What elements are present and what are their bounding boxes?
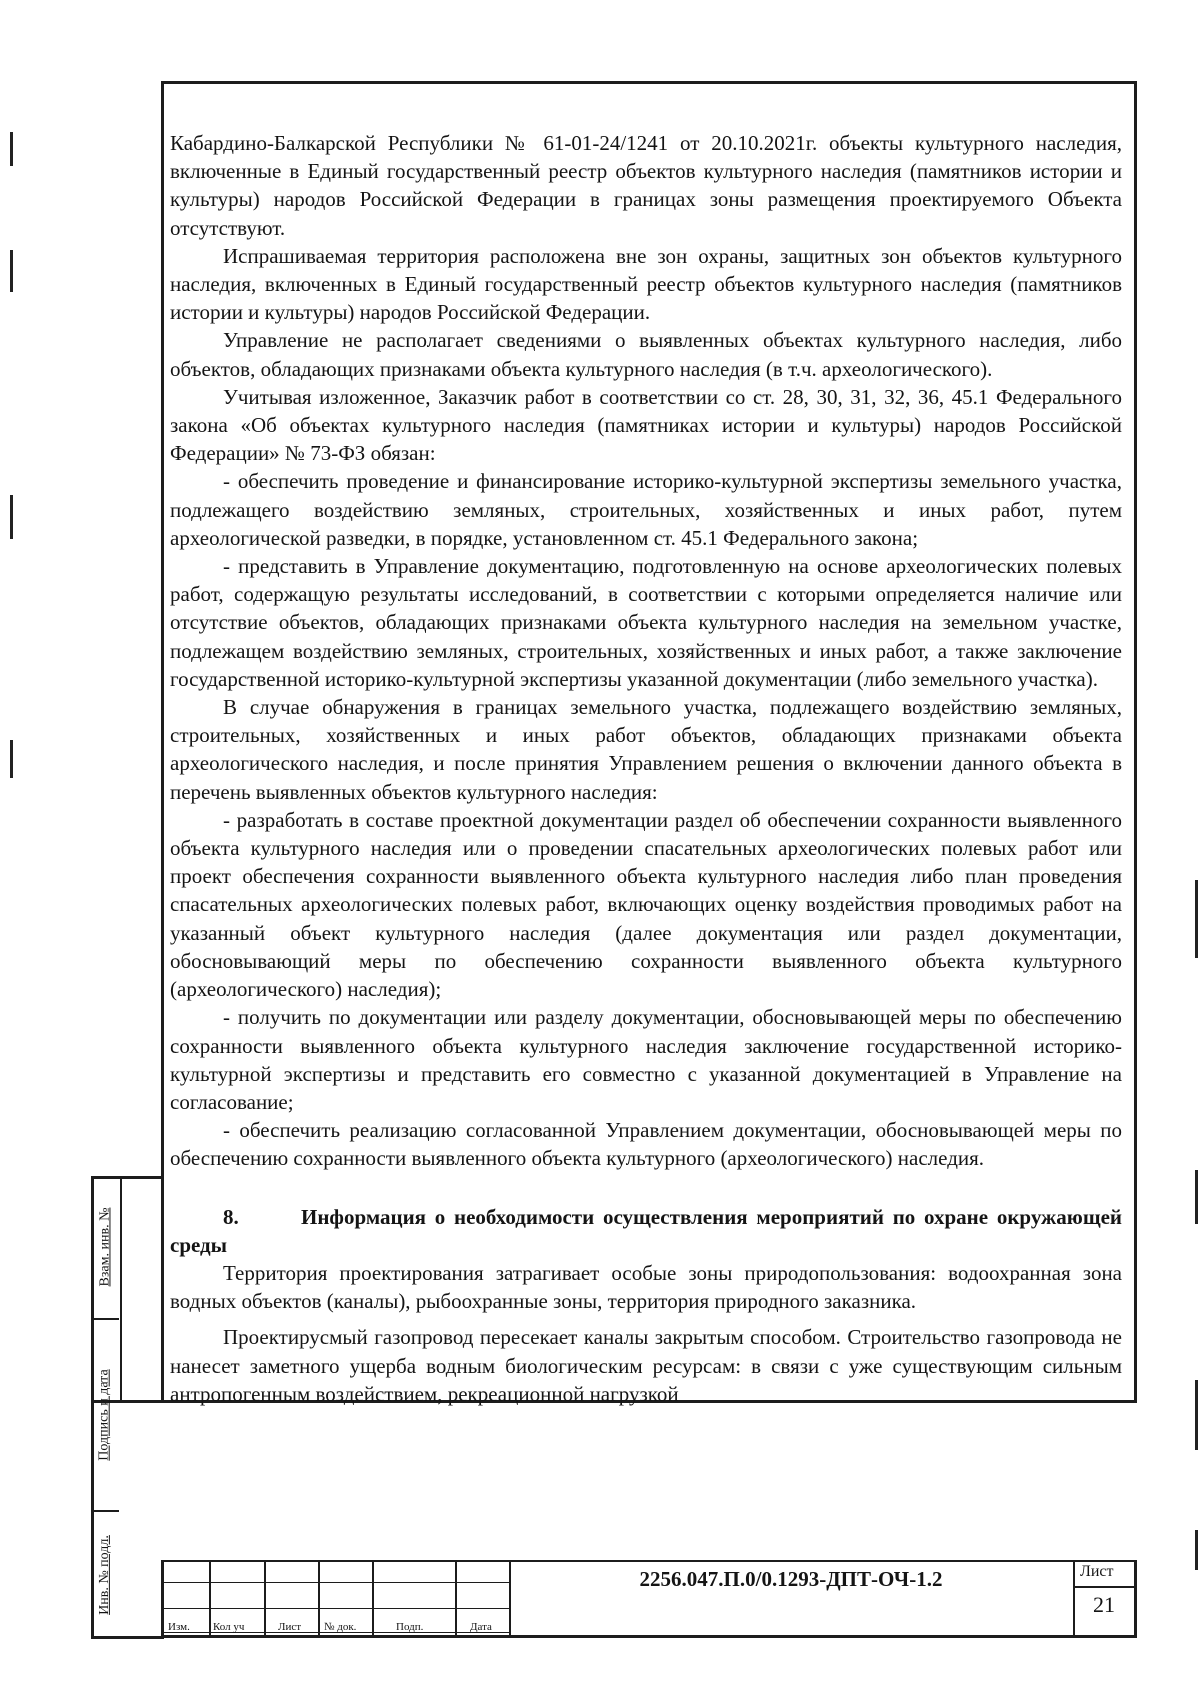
paragraph: Территория проектирования затрагивает особые зоны природопользования: водоохранная зона водных объектов (каналы), рыбоохранные зоны, территория природного заказника. [170, 1260, 1122, 1314]
scan-mark [1195, 1530, 1198, 1570]
list-item: - обеспечить проведение и финансирование историко-культурной экспертизы земельного участка, подлежащего воздействию земляных, строительных, хозяйственных и иных работ, путем археологической разведки, в порядке, установленном ст. 45.1 Федерального закона; [170, 469, 1122, 550]
scan-mark [10, 740, 13, 778]
tb-col-izm: Изм. [168, 1621, 190, 1633]
side-label-podpis: Подпись и дата [97, 1369, 113, 1461]
side-label-vzam: Взам. инв. № [97, 1207, 112, 1287]
document-body [170, 129, 1122, 1408]
scan-mark [10, 250, 13, 292]
paragraph: Проектирусмый газопровод пересекает каналы закрытым способом. Строительство газопровода не нанесет заметного ущерба водным биологическим ресурсам: в связи с уже существующим сильным антропогенным воздействием, рекреационной нагрузкой [170, 1325, 1122, 1406]
document-code: 2256.047.П.0/0.1293-ДПТ-ОЧ-1.2 [639, 1567, 943, 1591]
list-item: - представить в Управление документацию, подготовленную на основе археологических полевых работ, содержащую результаты исследований, в соответствии с которыми определяется наличие или отсутствие объектов, обладающих признаками объекта культурного наследия на земельном участке, подлежащем воздействию земляных, строительных, хозяйственных и иных работ, а также заключение государственной историко-культурной экспертизы указанной документации (либо земельного участка). [170, 554, 1122, 691]
paragraph: Учитывая изложенное, Заказчик работ в соответствии со ст. 28, 30, 31, 32, 36, 45.1 Федерального закона «Об объектах культурного наследия (памятниках истории и культуры) народов Российской Федерации» № 73-ФЗ обязан: [170, 384, 1122, 466]
scan-mark [1195, 1380, 1198, 1450]
side-cell-podpis [91, 1320, 119, 1512]
scan-mark [1195, 880, 1198, 958]
tb-col-data: Дата [470, 1621, 492, 1633]
tb-col-kol: Кол уч [213, 1621, 245, 1633]
tb-col-list: Лист [278, 1621, 302, 1633]
paragraph: Кабардино-Балкарской Республики № 61-01-24/1241 от 20.10.2021г. объекты культурного наследия, включенные в Единый государственный реестр объектов культурного наследия (памятников истории и культуры) народов Российской Федерации в границах зоны размещения проектируемого Объекта отсутствуют. [170, 131, 1122, 240]
list-item: - обеспечить реализацию согласованной Управлением документации, обосновывающей меры по обеспечению сохранности выявленного объекта культурного (археологического) наследия. [170, 1118, 1122, 1171]
section-heading [170, 1203, 1122, 1259]
side-label-inv: Инв. № подл. [97, 1535, 112, 1615]
scan-mark [10, 132, 13, 166]
sheet-number: 21 [1093, 1592, 1115, 1617]
sheet-label: Лист [1080, 1563, 1114, 1580]
section-title: Информация о необходимости осуществления мероприятий по охране окружающей среды [170, 1204, 1122, 1257]
list-item: - получить по документации или разделу документации, обосновывающей меры по обеспечению сохранности выявленного объекта культурного наследия заключение государственной историко-культурной экспертизы и представить его совместно с указанной документацией в Управление на согласование; [170, 1005, 1122, 1114]
side-cell-inv [91, 1512, 119, 1638]
scan-mark [1195, 1170, 1198, 1224]
paragraph: Управление не располагает сведениями о выявленных объектах культурного наследия, либо объектов, обладающих признаками объекта культурного наследия (в т.ч. археологического). [170, 328, 1122, 381]
list-item: - разработать в составе проектной документации раздел об обеспечении сохранности выявленного объекта культурного наследия или о проведении спасательных археологических полевых работ или проект обеспечения сохранности выявленного объекта культурного наследия либо план проведения спасательных археологических полевых работ, включающих оценку воздействия проводимых работ на указанный объект культурного наследия (далее документация или раздел документации, обосновывающий меры по обеспечению сохранности выявленного объекта культурного (археологического) наследия); [170, 807, 1122, 1002]
tb-col-podp: Подп. [396, 1621, 424, 1633]
paragraph: Испрашиваемая территория расположена вне зон охраны, защитных зон объектов культурного наследия, включенных в Единый государственный реестр объектов культурного наследия (памятников истории и культуры) народов Российской Федерации. [170, 243, 1122, 325]
paragraph: В случае обнаружения в границах земельного участка, подлежащего воздействию земляных, строительных, хозяйственных и иных работ объектов, обладающих признаками объекта археологического наследия, и после принятия Управлением решения о включении данного объекта в перечень выявленных объектов культурного наследия: [170, 695, 1122, 804]
side-cell-vzam [91, 1176, 119, 1320]
section-number: 8. [223, 1204, 239, 1229]
tb-col-ndok: № док. [324, 1621, 357, 1633]
scan-mark [10, 495, 13, 539]
